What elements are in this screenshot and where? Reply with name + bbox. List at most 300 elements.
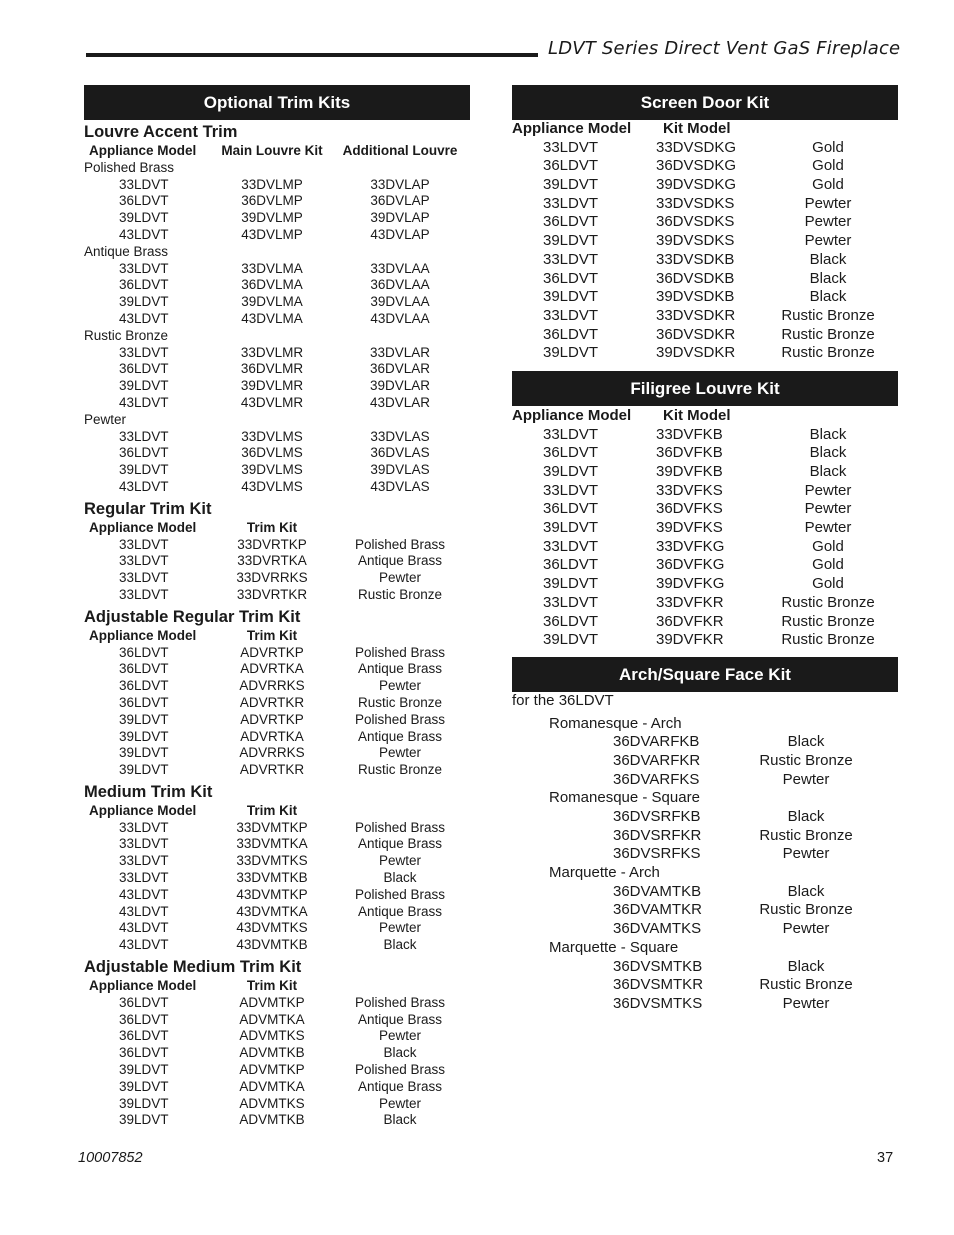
finish-cell: Rustic Bronze	[781, 344, 875, 362]
trim-kit-cell: ADVMTKA	[239, 1078, 305, 1094]
finish-cell: Rustic Bronze	[357, 586, 443, 602]
face-style-label	[512, 789, 898, 808]
trim-kit-cell: ADVMTKP	[239, 1062, 305, 1078]
table-row	[84, 445, 470, 462]
table-row	[512, 827, 898, 846]
face-style-name: Romanesque - Square	[549, 789, 700, 807]
appliance-model-cell: 33LDVT	[119, 570, 169, 586]
trim-kit-cell: 43DVMTKP	[236, 886, 308, 902]
header-rule	[86, 53, 538, 57]
col-kit-model: Kit Model	[663, 120, 731, 137]
trim-kit-cell: ADVRTKR	[239, 694, 305, 710]
appliance-model-cell: 39LDVT	[119, 1112, 169, 1128]
appliance-model-cell: 36LDVT	[119, 694, 169, 710]
face-style-name: Marquette - Arch	[549, 864, 660, 882]
appliance-model-cell: 36LDVT	[543, 612, 599, 630]
trim-kit-cell: ADVRTKA	[240, 661, 304, 677]
table-row	[512, 157, 898, 176]
table-row	[512, 232, 898, 251]
main-louvre-kit-cell: 43DVLMR	[240, 394, 304, 410]
finish-cell: Black	[809, 288, 847, 306]
finish-cell: Pewter	[804, 500, 852, 518]
kit-model-cell: 39DVSDKG	[656, 176, 737, 194]
appliance-model-cell: 36LDVT	[119, 1028, 169, 1044]
finish-cell: Pewter	[378, 678, 422, 694]
optional-trim-kits-banner: Optional Trim Kits	[84, 85, 470, 120]
main-louvre-kit-cell: 43DVLMS	[241, 478, 303, 494]
appliance-model-cell: 33LDVT	[543, 138, 599, 156]
appliance-model-cell: 43LDVT	[119, 886, 169, 902]
finish-cell: Rustic Bronze	[357, 694, 443, 710]
trim-kit-cell: 33DVRRKS	[236, 570, 308, 586]
table-row	[512, 307, 898, 326]
kit-model-cell: 39DVSDKB	[656, 288, 735, 306]
appliance-model-cell: 43LDVT	[119, 920, 169, 936]
trim-kit-cell: ADVRTKR	[239, 762, 305, 778]
appliance-model-cell: 36LDVT	[543, 500, 599, 518]
finish-cell: Rustic Bronze	[781, 631, 875, 649]
finish-cell: Rustic Bronze	[357, 762, 443, 778]
face-style-name: Marquette - Square	[549, 938, 679, 956]
finish-cell: Pewter	[782, 994, 830, 1012]
table-row	[512, 426, 898, 445]
table-row	[84, 678, 470, 695]
louvre-table-header	[84, 143, 470, 160]
kit-model-cell: 36DVSDKB	[656, 269, 735, 287]
table-row	[84, 429, 470, 446]
appliance-model-cell: 36LDVT	[543, 269, 599, 287]
section-title: Regular Trim Kit	[84, 499, 212, 518]
appliance-model-cell: 33LDVT	[119, 176, 169, 192]
appliance-model-cell: 39LDVT	[119, 294, 169, 310]
appliance-model-cell: 43LDVT	[119, 310, 169, 326]
table-row	[84, 661, 470, 678]
main-louvre-kit-cell: 33DVLMR	[240, 344, 304, 360]
table-row	[512, 752, 898, 771]
main-louvre-kit-cell: 33DVLMS	[241, 428, 303, 444]
kit-model-cell: 36DVFKS	[656, 500, 723, 518]
section-table-header	[84, 520, 470, 537]
face-style-name: Romanesque - Arch	[549, 714, 682, 732]
finish-cell: Rustic Bronze	[759, 826, 853, 844]
main-louvre-kit-cell: 36DVLMP	[241, 193, 303, 209]
table-row	[512, 482, 898, 501]
table-row	[84, 1079, 470, 1096]
arch-intro	[512, 692, 898, 711]
finish-cell: Pewter	[378, 1028, 422, 1044]
finish-cell: Gold	[812, 556, 844, 574]
kit-model-cell: 36DVSRFKB	[613, 808, 701, 825]
table-row	[512, 958, 898, 977]
additional-louvre-cell: 33DVLAS	[370, 428, 430, 444]
table-row	[512, 519, 898, 538]
table-row	[512, 995, 898, 1014]
finish-group-label: Pewter	[84, 411, 127, 427]
trim-kit-cell: ADVMTKA	[239, 1011, 305, 1027]
finish-cell: Polished Brass	[354, 1062, 446, 1078]
kit-model-cell: 39DVFKR	[656, 631, 724, 649]
appliance-model-cell: 39LDVT	[543, 519, 599, 537]
trim-kit-cell: 33DVMTKB	[236, 870, 308, 886]
finish-cell: Gold	[812, 537, 844, 555]
trim-kit-cell: 33DVMTKS	[236, 853, 308, 869]
trim-kit-cell: 43DVMTKB	[236, 937, 308, 953]
additional-louvre-cell: 36DVLAA	[370, 277, 430, 293]
kit-model-cell: 39DVFKG	[656, 575, 725, 593]
table-row	[512, 733, 898, 752]
appliance-model-cell: 36LDVT	[119, 1011, 169, 1027]
table-row	[84, 729, 470, 746]
trim-kit-cell: 33DVMTKP	[236, 819, 308, 835]
additional-louvre-cell: 39DVLAA	[370, 294, 430, 310]
kit-model-cell: 36DVAMTKS	[613, 920, 702, 938]
finish-cell: Antique Brass	[357, 728, 443, 744]
finish-cell: Polished Brass	[354, 994, 446, 1010]
appliance-model-cell: 33LDVT	[543, 537, 599, 555]
table-row	[84, 745, 470, 762]
table-row	[512, 976, 898, 995]
kit-model-cell: 36DVFKG	[656, 556, 725, 574]
appliance-model-cell: 33LDVT	[543, 306, 599, 324]
finish-cell: Pewter	[378, 1095, 422, 1111]
table-row	[512, 463, 898, 482]
main-louvre-kit-cell: 36DVLMR	[240, 361, 304, 377]
table-row	[512, 213, 898, 232]
finish-cell: Pewter	[378, 853, 422, 869]
screen-door-kit-banner: Screen Door Kit	[512, 85, 898, 120]
appliance-model-cell: 36LDVT	[543, 444, 599, 462]
appliance-model-cell: 33LDVT	[119, 819, 169, 835]
finish-cell: Pewter	[804, 213, 852, 231]
finish-cell: Antique Brass	[357, 836, 443, 852]
table-row	[84, 870, 470, 887]
table-row	[84, 1045, 470, 1062]
louvre-accent-trim-title: Louvre Accent Trim	[84, 123, 238, 141]
finish-cell: Black	[787, 733, 825, 751]
kit-model-cell: 36DVSMTKB	[613, 957, 703, 975]
table-row	[84, 462, 470, 479]
additional-louvre-cell: 36DVLAR	[369, 361, 431, 377]
finish-cell: Pewter	[378, 570, 422, 586]
kit-model-cell: 39DVFKS	[656, 519, 723, 537]
louvre-groups	[84, 160, 470, 496]
section-table-header	[84, 803, 470, 820]
kit-model-cell: 33DVFKB	[656, 425, 723, 443]
filigree-louvre-kit-banner: Filigree Louvre Kit	[512, 371, 898, 406]
kit-model-cell: 36DVSRFKR	[613, 826, 702, 844]
finish-cell: Black	[787, 957, 825, 975]
trim-kit-cell: ADVMTKB	[239, 1112, 305, 1128]
trim-kit-cell: ADVMTKS	[239, 1028, 305, 1044]
appliance-model-cell: 39LDVT	[543, 232, 599, 250]
table-row	[512, 139, 898, 158]
appliance-model-cell: 36LDVT	[119, 277, 169, 293]
arch-intro-text: for the 36LDVT	[512, 691, 614, 709]
appliance-model-cell: 33LDVT	[543, 481, 599, 499]
col-appliance-model: Appliance Model	[89, 519, 197, 535]
trim-kit-cell: 33DVRTKP	[237, 536, 307, 552]
appliance-model-cell: 39LDVT	[543, 463, 599, 480]
main-louvre-kit-cell: 33DVLMP	[241, 176, 303, 192]
right-column	[512, 85, 898, 1014]
appliance-model-cell: 43LDVT	[119, 903, 169, 919]
finish-cell: Black	[809, 463, 847, 480]
additional-louvre-cell: 39DVLAS	[370, 462, 430, 478]
finish-cell: Black	[383, 870, 417, 886]
col-appliance-model: Appliance Model	[89, 802, 197, 818]
table-row	[84, 836, 470, 853]
finish-cell: Black	[787, 808, 825, 825]
appliance-model-cell: 33LDVT	[119, 260, 169, 276]
appliance-model-cell: 33LDVT	[543, 593, 599, 611]
finish-cell: Pewter	[378, 745, 422, 761]
table-row	[512, 444, 898, 463]
left-column	[84, 85, 470, 1129]
appliance-model-cell: 33LDVT	[119, 536, 169, 552]
appliance-model-cell: 36LDVT	[119, 994, 169, 1010]
table-row	[512, 538, 898, 557]
table-row	[512, 771, 898, 790]
appliance-model-cell: 33LDVT	[119, 853, 169, 869]
appliance-model-cell: 33LDVT	[119, 428, 169, 444]
finish-cell: Pewter	[804, 519, 852, 537]
kit-model-cell: 39DVSDKS	[656, 232, 735, 250]
col-appliance-model: Appliance Model	[512, 406, 632, 424]
finish-cell: Antique Brass	[357, 903, 443, 919]
table-row	[84, 820, 470, 837]
face-style-label	[512, 715, 898, 734]
trim-kit-cell: 33DVRTKA	[237, 553, 307, 569]
finish-cell: Polished Brass	[354, 644, 446, 660]
section-title: Adjustable Medium Trim Kit	[84, 958, 302, 977]
screen-door-rows	[512, 139, 898, 363]
table-row	[84, 193, 470, 210]
appliance-model-cell: 33LDVT	[119, 344, 169, 360]
additional-louvre-cell: 39DVLAR	[369, 378, 431, 394]
finish-cell: Antique Brass	[357, 1078, 443, 1094]
col-trim-kit: Trim Kit	[246, 802, 298, 818]
table-row	[84, 311, 470, 328]
table-row	[84, 904, 470, 921]
table-row	[84, 712, 470, 729]
main-louvre-kit-cell: 39DVLMA	[241, 294, 303, 310]
table-row	[84, 995, 470, 1012]
arch-square-face-kit-banner: Arch/Square Face Kit	[512, 657, 898, 692]
table-row	[84, 1112, 470, 1129]
kit-model-cell: 36DVARFKS	[613, 770, 700, 788]
kit-model-cell: 36DVFKB	[656, 444, 723, 462]
finish-cell: Pewter	[804, 232, 852, 250]
section-title: Medium Trim Kit	[84, 782, 213, 801]
appliance-model-cell: 36LDVT	[543, 157, 599, 175]
main-louvre-kit-cell: 36DVLMS	[241, 445, 303, 461]
table-row	[512, 575, 898, 594]
additional-louvre-cell: 33DVLAR	[369, 344, 431, 360]
finish-cell: Polished Brass	[354, 886, 446, 902]
trim-kit-cell: ADVRTKA	[240, 728, 304, 744]
face-style-label	[512, 939, 898, 958]
finish-cell: Black	[383, 937, 417, 953]
appliance-model-cell: 39LDVT	[119, 745, 169, 761]
appliance-model-cell: 39LDVT	[119, 1095, 169, 1111]
finish-cell: Antique Brass	[357, 661, 443, 677]
kit-model-cell: 39DVSDKR	[656, 344, 736, 362]
kit-model-cell: 36DVSDKR	[656, 325, 736, 343]
col-trim-kit: Trim Kit	[246, 978, 298, 994]
appliance-model-cell: 33LDVT	[119, 553, 169, 569]
additional-louvre-cell: 36DVLAS	[370, 445, 430, 461]
table-row	[512, 176, 898, 195]
arch-groups	[512, 715, 898, 1014]
finish-cell: Pewter	[804, 194, 852, 212]
trim-kit-cell: ADVRTKP	[240, 711, 304, 727]
main-louvre-kit-cell: 36DVLMA	[241, 277, 303, 293]
kit-model-cell: 36DVFKR	[656, 612, 724, 630]
kit-model-cell: 33DVSDKB	[656, 250, 735, 268]
section-table-header	[84, 628, 470, 645]
table-row	[84, 1096, 470, 1113]
finish-cell: Rustic Bronze	[781, 612, 875, 630]
finish-group-label: Antique Brass	[84, 243, 169, 259]
table-row	[84, 920, 470, 937]
appliance-model-cell: 33LDVT	[119, 870, 169, 886]
kit-model-cell: 33DVSDKR	[656, 306, 736, 324]
main-louvre-kit-cell: 39DVLMR	[240, 378, 304, 394]
table-row	[84, 1028, 470, 1045]
appliance-model-cell: 36LDVT	[119, 644, 169, 660]
table-row	[84, 345, 470, 362]
additional-louvre-cell: 33DVLAA	[370, 260, 430, 276]
kit-model-cell: 36DVSDKS	[656, 213, 735, 231]
kit-model-cell: 33DVFKG	[656, 537, 725, 555]
finish-cell: Polished Brass	[354, 536, 446, 552]
table-row	[84, 645, 470, 662]
appliance-model-cell: 39LDVT	[119, 1062, 169, 1078]
kit-model-cell: 36DVAMTKB	[613, 882, 702, 900]
table-row	[84, 277, 470, 294]
table-row	[84, 537, 470, 554]
appliance-model-cell: 33LDVT	[543, 425, 599, 443]
finish-cell: Black	[809, 250, 847, 268]
col-appliance-model: Appliance Model	[89, 978, 197, 994]
main-louvre-kit-cell: 33DVLMA	[241, 260, 303, 276]
table-row	[84, 887, 470, 904]
document-number: 10007852	[78, 1150, 143, 1166]
face-style-label	[512, 864, 898, 883]
finish-cell: Black	[383, 1045, 417, 1061]
table-row	[84, 587, 470, 604]
appliance-model-cell: 39LDVT	[543, 176, 599, 194]
additional-louvre-cell: 36DVLAP	[370, 193, 430, 209]
table-row	[512, 270, 898, 289]
col-main-louvre-kit: Main Louvre Kit	[221, 143, 323, 158]
appliance-model-cell: 33LDVT	[543, 250, 599, 268]
appliance-model-cell: 36LDVT	[543, 213, 599, 231]
finish-cell: Rustic Bronze	[781, 593, 875, 611]
kit-model-cell: 36DVSMTKS	[613, 994, 703, 1012]
table-row	[84, 227, 470, 244]
appliance-model-cell: 39LDVT	[119, 378, 169, 394]
trim-kit-sections	[84, 498, 470, 1130]
appliance-model-cell: 36LDVT	[119, 193, 169, 209]
page-header-title: LDVT Series Direct Vent GaS Fireplace	[548, 38, 901, 59]
table-row	[512, 195, 898, 214]
appliance-model-cell: 39LDVT	[543, 344, 599, 362]
finish-cell: Pewter	[782, 920, 830, 938]
finish-cell: Polished Brass	[354, 711, 446, 727]
appliance-model-cell: 36LDVT	[119, 361, 169, 377]
finish-cell: Rustic Bronze	[781, 325, 875, 343]
finish-cell: Rustic Bronze	[759, 751, 853, 769]
finish-group-label: Rustic Bronze	[84, 327, 169, 343]
kit-model-cell: 36DVAMTKR	[613, 901, 702, 919]
finish-cell: Antique Brass	[357, 553, 443, 569]
table-row	[84, 695, 470, 712]
appliance-model-cell: 39LDVT	[119, 762, 169, 778]
additional-louvre-cell: 43DVLAA	[370, 310, 430, 326]
main-louvre-kit-cell: 39DVLMP	[241, 210, 303, 226]
finish-cell: Gold	[812, 138, 844, 156]
table-row	[512, 594, 898, 613]
kit-model-cell: 36DVSDKG	[656, 157, 737, 175]
finish-cell: Black	[809, 269, 847, 287]
kit-model-cell: 33DVSDKS	[656, 194, 735, 212]
finish-cell: Antique Brass	[357, 1011, 443, 1027]
finish-cell: Pewter	[378, 920, 422, 936]
finish-cell: Gold	[812, 176, 844, 194]
appliance-model-cell: 36LDVT	[119, 1045, 169, 1061]
trim-kit-cell: 43DVMTKA	[236, 903, 308, 919]
appliance-model-cell: 39LDVT	[543, 631, 599, 649]
finish-cell: Pewter	[782, 770, 830, 788]
trim-kit-cell: 43DVMTKS	[236, 920, 308, 936]
appliance-model-cell: 36LDVT	[119, 445, 169, 461]
table-row	[84, 1062, 470, 1079]
appliance-model-cell: 36LDVT	[543, 325, 599, 343]
col-additional-louvre: Additional Louvre	[342, 143, 458, 158]
col-trim-kit: Trim Kit	[246, 627, 298, 643]
appliance-model-cell: 39LDVT	[119, 711, 169, 727]
table-row	[512, 344, 898, 363]
trim-kit-cell: ADVMTKP	[239, 994, 305, 1010]
finish-cell: Black	[787, 882, 825, 900]
table-row	[84, 553, 470, 570]
table-row	[512, 883, 898, 902]
kit-model-cell: 33DVSDKG	[656, 138, 737, 156]
appliance-model-cell: 33LDVT	[543, 194, 599, 212]
appliance-model-cell: 43LDVT	[119, 394, 169, 410]
section-table-header	[84, 978, 470, 995]
main-louvre-kit-cell: 39DVLMS	[241, 462, 303, 478]
table-row	[84, 177, 470, 194]
table-row	[512, 920, 898, 939]
col-appliance-model: Appliance Model	[89, 627, 197, 643]
col-appliance-model: Appliance Model	[512, 120, 632, 137]
kit-model-cell: 36DVARFKR	[613, 751, 701, 769]
section-title: Adjustable Regular Trim Kit	[84, 607, 301, 626]
table-row	[84, 361, 470, 378]
appliance-model-cell: 39LDVT	[543, 288, 599, 306]
table-row	[84, 479, 470, 496]
additional-louvre-cell: 43DVLAP	[370, 226, 430, 242]
appliance-model-cell: 36LDVT	[119, 661, 169, 677]
filigree-rows	[512, 426, 898, 650]
appliance-model-cell: 33LDVT	[119, 836, 169, 852]
additional-louvre-cell: 39DVLAP	[370, 210, 430, 226]
table-row	[84, 395, 470, 412]
table-row	[512, 326, 898, 345]
trim-kit-cell: ADVMTKS	[239, 1095, 305, 1111]
